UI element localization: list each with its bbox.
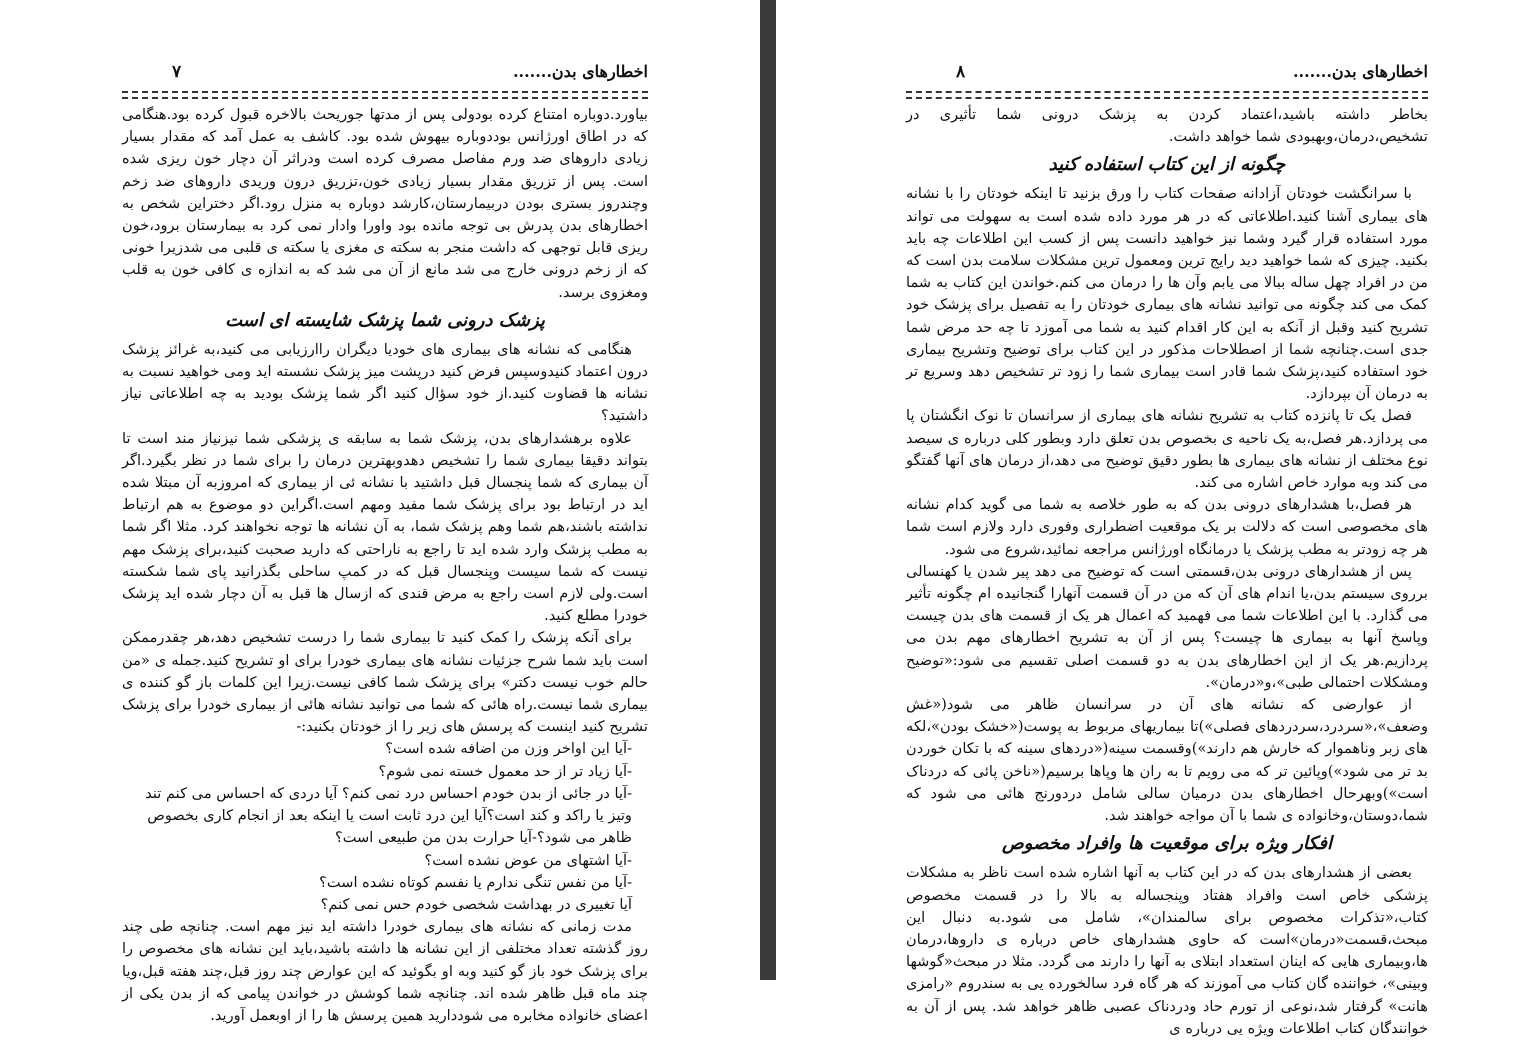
paragraph: بخاطر داشته باشید،اعتماد کردن به پزشک درونی شما تأثیری در تشخیص،درمان،وبهبودی شما خواهد داشت. (906, 106, 1428, 146)
header-rule (122, 91, 648, 99)
page-number: ۸ (956, 62, 966, 82)
question-item: -آیا اشتهای من عوض نشده است؟ (424, 851, 632, 869)
paragraph: با سرانگشت خودتان آزادانه صفحات کتاب را ورق بزنید تا اینکه خودتان را با نشانه های بیماری آشنا کنید.اطلاعاتی که در هر مورد داده شده است به سهولت می تواند مورد استفاده قرار گیرد وشما نیز خواهید دانست پس از کسب این اطلاعات چه باید بکنید. چیزی که شما خواهید دید رایج ترین ومعمول ترین مشکلات سلامت بدن است که من در افراد چهل ساله ببالا می یابم وآن ها را درمان می کنم.خواندن این کتاب به شما کمک می کند چگونه می توانید نشانه های بیماری خودتان را به تفصیل برای پزشک خود تشریح کنید وقبل از آنکه به این کار اقدام کنید به شما می آموزد تا چه حد مرض شما جدی است.چنانچه شما از اصطلاحات مذکور در این کتاب برای توضیح وتشریح بیماری خود استفاده کنید،پزشک شما قادر است بیماری شما را زود تر تشخیص دهد وسریع تر به درمان آن بپردازد. (906, 185, 1428, 403)
paragraph: هر فصل،با هشدارهای درونی بدن که به طور خلاصه به شما می گوید کدام نشانه های مخصوصی است که دلالت بر یک موقعیت اضطراری وفوری دارد ولازم است شما هر چه زودتر به مطب پزشک یا درمانگاه اورژانس مراجعه نمائید،شروع می شود. (906, 496, 1428, 558)
question-item: -آیا در جائی از بدن خودم احساس درد نمی کنم؟ آیا دردی که احساس می کنم تند وتیز یا راکد و کند است؟آیا این درد ثابت است یا اینکه بعد از انجام کاری بخصوص ظاهر می شود؟-آیا حرارت بدن من طبیعی است؟ (145, 784, 632, 847)
page-body (906, 104, 1429, 1037)
running-title: اخطارهای بدن....... (512, 62, 648, 81)
paragraph: مدت زمانی که نشانه های بیماری خودرا داشته اید نیز مهم است. چنانچه طی چند روز گذشته تعداد مختلفی از این نشانه ها داشته باشید،باید این نشانه های مخصوص را برای پزشک خود باز گو کنید وبه او بگوئید که این عوارض چند روز قبل،چند هفته قبل،ویا چند ماه قبل ظاهر شده اند. چنانچه شما کوشش در خواندن پیامی که از بدن یکی از اعضای خانواده مخابره می شوددارید همین پرسش ها را از اوبعمل آورید. (122, 918, 648, 1024)
paragraph: بعضی از هشدارهای بدن که در این کتاب به آنها اشاره شده است ناظر به مشکلات پزشکی خاص است وافراد هفتاد وپنجساله به بالا را در قسمت مخصوص کتاب،«تذکرات مخصوص برای سالمندان»، شامل می شود.به دنبال این مبحث،قسمت«درمان»است که حاوی هشدارهای خاص درباره ی داروها،درمان ها،وبیماری هایی که اینان استعداد ابتلای به آنها را دارند می گردد. مثلا در مبحث«گوشها وبینی»، خواننده گان کتاب می آموزند که هر گاه فرد سالخورده یی به سندروم «رامزی هانت» گرفتار شد،نوعی از تورم حاد ودردناک عصبی ظاهر خواهد شد. پس از آن به خوانندگان کتاب اطلاعات ویژه یی درباره ی (906, 864, 1429, 1037)
paragraph: از عوارضی که نشانه های آن در سرانسان ظاهر می شود(«غش وضعف»،«سردرد،سردردهای فصلی»)تا بیماریهای مربوط به پوست(«خشک بودن»،لکه های زبر وناهموار که خارش هم دارند»)وقسمت سینه(«دردهای سینه که با تکان خوردن بد تر می شود»)وپائین تر که می رویم تا به ران ها وپاها برسیم(«ناخن پائی که دردناک است»)وبهرحال اخطارهای بدن درمیان سالی شامل دردورنج هائی می شود که شما،دوستان،وخانواده ی شما با آن مواجه خواهند شد. (906, 696, 1428, 825)
paragraph: بیاورد.دوباره امتناع کرده بودولی پس از مدتها جوریحث بالاخره قبول کرده بود.هنگامی که در اطاق اورژانس بوددوباره بیهوش شده بود. کاشف به عمل آمد که مقدار بسیار زیادی داروهای ضد ورم مفاصل مصرف کرده است ودراثر آن دچار خون ریزی شده است. پس از تزریق مقدار بسیار زیادی خون،تزریق درون وریدی داروهای ضد زخم وچندروز بستری بودن دربیمارستان،کارشد دوباره به منزل رود.اگر دختراین شخص به اخطارهای بدن پدرش بی توجه مانده بود واورا وادار نمی کرد به بیمارستان برود،خون ریزی قابل توجهی که داشت منجر به سکته ی مغزی یا سکته ی قلبی می شدزیرا خونی که از زخم درونی خارج می شد مانع از آن می شد که به اندازه ی کافی خون به قلب ومغزوی برسد. (122, 106, 648, 301)
page-gutter (760, 0, 776, 980)
left-page (0, 0, 760, 1024)
question-item: -آیا زیاد تر از حد معمول خسته نمی شوم؟ (378, 762, 632, 780)
page-body (122, 104, 648, 1024)
page-header (122, 62, 648, 86)
question-item: -آیا این اواخر وزن من اضافه شده است؟ (385, 740, 632, 758)
paragraph: علاوه برهشدارهای بدن، پزشک شما به سابقه ی پزشکی شما نیزنیاز مند است تا بتواند دقیقا بیماری شما را تشخیص دهدوبهترین درمان را برای شما در نظر بگیرد.اگر آن بیماری که شما پنجسال قبل داشتید با نشانه ئی از بیماری که امروزبه آن مبتلا شده اید در ارتباط بود برای پزشک شما مفید ومهم است.اگراین دو موضوع به هم ارتباط نداشته باشند،هم شما وهم پزشک شما، به آن نشانه ها توجه نخواهند کرد. مثلا اگر شما به مطب پزشک وارد شده اید تا راجع به ناراحتی که دارید صحبت کنید،برای پزشک مهم نیست که شما سیست وپنجسال قبل که در کمپ ساحلی بگذرانید پای شما شکسته است.ولی لازم است راجع به مرض قندی که ازسال ها قبل به آن دچار شده اید پزشک خودرا مطلع کنید. (122, 429, 648, 625)
paragraph: فصل یک تا پانزده کتاب به تشریح نشانه های بیماری از سرانسان تا نوک انگشتان پا می پردازد.هر فصل،به یک ناحیه ی بخصوص بدن تعلق دارد وبطور کلی درباره ی سیصد نوع مختلف از نشانه های بیماری ها بطور دقیق توضیح می دهد،از درمان های آنها گفتگو می کند وبه موارد خاص اشاره می کند. (906, 407, 1428, 492)
paragraph: برای آنکه پزشک را کمک کنید تا بیماری شما را درست تشخیص دهد،هر چقدرممکن است باید شما شرح جزئیات نشانه های بیماری خودرا برای او تشریح کنید.جمله ی «من حالم خوب نیست دکتر» برای پزشک شما کافی نیست.زیرا این کلمات باز گو کننده ی بیماری شما نیست.راه هائی که شما می توانید نشانه هائی از بیماری خودرا برای پزشک تشریح کنید اینست که پرسش های زیر را از خودتان بکنید:- (122, 629, 648, 736)
page-header (906, 62, 1428, 86)
section-heading: چگونه از این کتاب استفاده کنید (1048, 154, 1286, 176)
running-title: اخطارهای بدن....... (1292, 62, 1428, 81)
paragraph: هنگامی که نشانه های بیماری های خودیا دیگران راارزیابی می کنید،به غرائز پزشک درون اعتماد کنیدوسپس فرض کنید درپشت میز پزشک نشسته اید ومی خواهید نسبت به نشانه ها قضاوت کنید.از خود سؤال کنید اگر شما پزشک بودید به چه اطلاعاتی نیاز داشتید؟ (122, 340, 648, 425)
header-rule (906, 91, 1428, 99)
paragraph: پس از هشدارهای درونی بدن،قسمتی است که توضیح می دهد پیر شدن یا کهنسالی برروی سیستم بدن،یا اندام های آن که من در آن قسمت آنهارا گنجانیده ام چگونه تأثیر می گذارد. با این اطلاعات شما می فهمید که اعمال هر یک از قسمت های بدن چیست وپاسخ آنها به بیماری ها چیست؟ پس از آن به تشریح اخطارهای مهم بدن می پردازیم.هر یک از این اخطارهای بدن به دو قسمت اصلی تقسیم می شود:«توضیح ومشکلات احتمالی طبی»،و«درمان». (906, 562, 1428, 691)
section-heading: پزشک درونی شما پزشک شایسته ای است (225, 309, 545, 331)
right-page (776, 0, 1536, 1037)
section-heading: افکار ویژه برای موقعیت ها وافراد مخصوص (1002, 833, 1332, 855)
question-item: -آیا من نفس تنگی ندارم یا نفسم کوتاه نشده است؟ (319, 873, 632, 891)
page-number: ۷ (172, 62, 182, 82)
question-item: آیا تغییری در بهداشت شخصی خودم حس نمی کنم؟ (320, 895, 632, 913)
